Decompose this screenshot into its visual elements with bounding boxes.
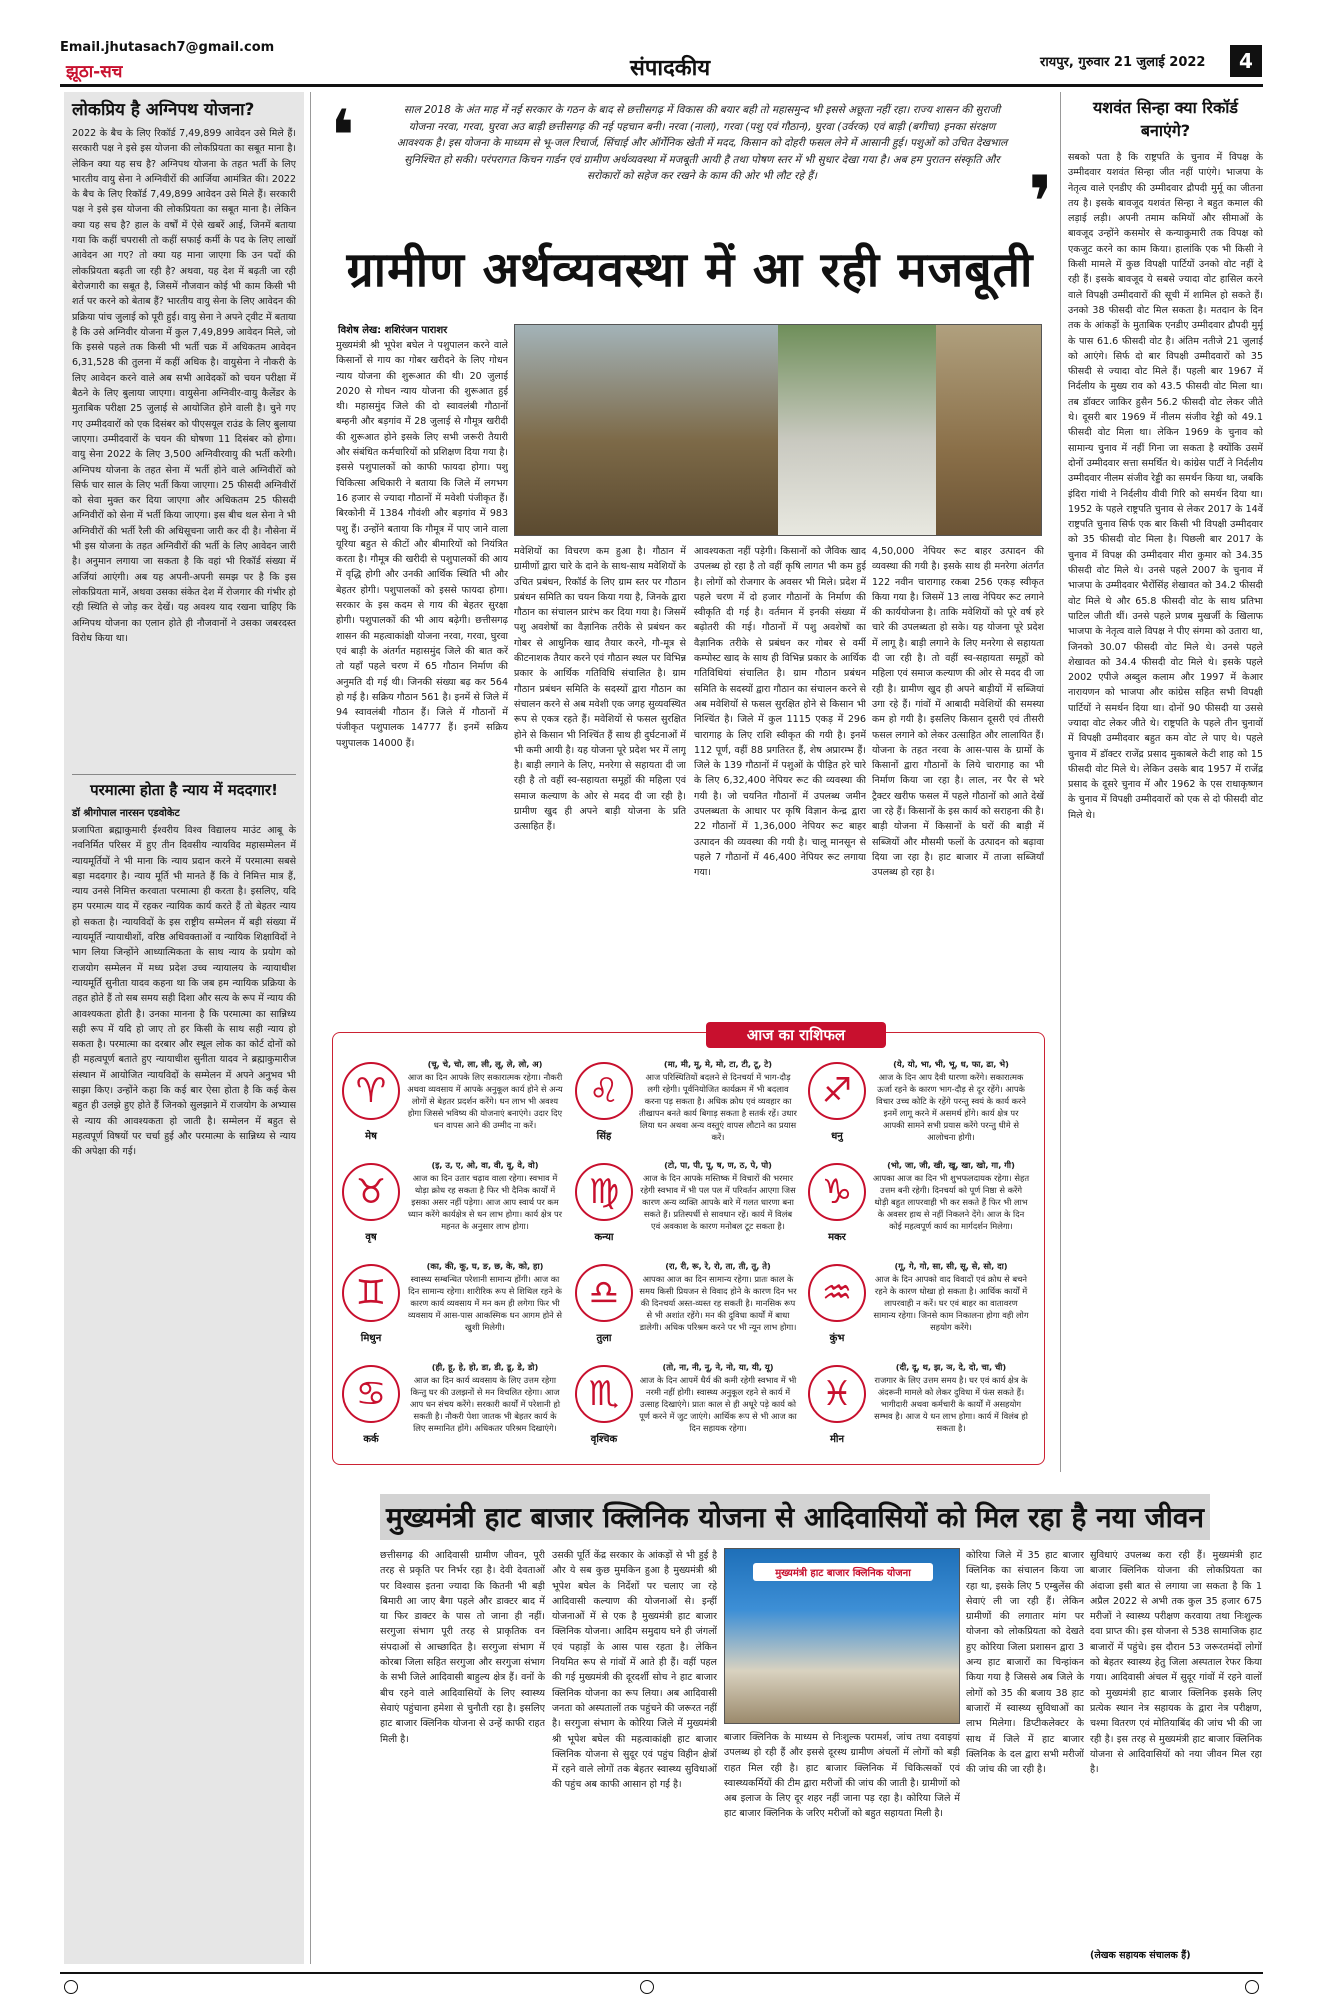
clinic-col2: उसकी पूर्ति केंद्र सरकार के आंकड़ों से भी हुई है और ये सब कुछ मुमकिन हुआ है मुख्यमंत्री श्री भूपेश बघेल के निर्देशों पर चलाए जा रहे आदिवासी कल्याण की योजनाओं से। इन्हीं योजनाओं में से एक है मुख्यमंत्री हाट बाजार क्लिनिक योजना। आदिम समुदाय घने ही जंगलों एवं पहाड़ों के आस पास रहता है। लेकिन नियमित रूप से गांवों में आते ही हैं। वहीं पहल की गई मुख्यमंत्री की दूरदर्शी सोच ने हाट बाजार क्लिनिक योजना का रूप लिया। अब आदिवासी जनता को अस्पतालों तक पहुंचने की जरूरत नहीं है। सरगुजा संभाग के कोरिया जिले में मुख्यमंत्री श्री भूपेश बघेल की महत्वाकांक्षी हाट बाजार क्लिनिक योजना से सुदूर एवं पहुंच विहीन क्षेत्रों में रहने वाले लोगों तक बेहतर स्वास्थ्य सुविधाओं की पहुंच अब काफी आसान हो गई है। xyxy=(552,1550,717,1791)
horoscope-sign xyxy=(806,1258,1033,1355)
zodiac-syllables: (दी, दू, थ, झ, ञ, दे, दो, चा, ची) xyxy=(895,1362,1007,1372)
fertilizer-bags-image xyxy=(778,325,936,535)
editorial-col4: 4,50,000 नेपियर रूट बाहर उत्पादन की व्यवस्था की गयी है। इसके साथ ही मनरेगा अंतर्गत 122 नवीन चारागाह रकबा 256 एकड़ स्वीकृत किया गया है। जिसमें 13 लाख नेपियर रूट लगाने की कार्ययोजना है। ताकि मवेशियों को पूरे वर्ष हरे चारे की उपलब्धता हो सके। यह योजना पूरे प्रदेश में लागू है। बाड़ी लगाने के लिए मनरेगा से सहायता दी जा रही है। तो वहीं स्व-सहायता समूहों को महिला एवं समाज कल्याण की ओर से मदद दी जा रही है। ग्रामीण खुद ही अपने बाड़ीयों में सब्जियां उगा रहे हैं। गांवों में आबादी मवेशियों की समस्या कम हो गयी है। इसलिए किसान दूसरी एवं तीसरी फसल लगाने को लेकर उत्साहित और लालायित हैं। योजना के तहत नरवा के आस-पास के ग्रामों के किसानों द्वारा गौठानों के लिये चारागाह का भी निर्माण किया जा रहा है। लाल, नर पैर से भरे ट्रैक्टर खरीफ फसल में पहले गौठानों को आते देखें जा रहे हैं। किसानों के इस कार्य को सराहना की है। बाड़ी योजना में किसानों के घरों की बाड़ी में सब्जियों और मौसमी फलों के उत्पादन को बढ़ावा दिया जा रहा है। हाट बाजार में ताजा सब्जियाँ उपलब्ध हो रहा है। xyxy=(872,546,1044,879)
email-address[interactable]: Email.jhutasach7@gmail.com xyxy=(60,40,275,55)
zodiac-prediction: आपका आज का दिन भी शुभफलदायक रहेगा। सेहत उत्तम बनी रहेगी। दिनचर्या को पूर्ण निष्ठा से करेंगे थोड़ी बहुत लापरवाही भी कर सकते हैं फिर भी लाभ के अवसर हाथ से नहीं निकलने देंगे। आज के दिन कोई महत्वपूर्ण कार्य का मार्गदर्शन मिलेगा। xyxy=(872,1173,1030,1231)
clinic-col4: कोरिया जिले में 35 हाट बाजार क्लिनिक का संचालन किया जा रहा था, इसके लिए 5 एम्बुलेंस की सेवाएं ली जा रही हैं। लेकिन ग्रामीणों की लगातार मांग पर योजना को लोकप्रियता को देखते हुए कोरिया जिला प्रशासन द्वारा 3 अन्य हाट बाजारों का चिन्हांकन किया गया है जिससे अब जिले के लोगों को 35 की बजाय 38 हाट बाजारों में स्वास्थ्य सुविधाओं का लाभ मिलेगा। डिप्टीकलेक्टर के साथ में जिले में हाट बाजार क्लिनिक के दल द्वारा सभी मरीजों की जांच की जा रही है। xyxy=(966,1550,1084,1776)
horoscope-sign xyxy=(340,1359,567,1456)
right-headline: यशवंत सिन्हा क्या रिकॉर्ड बनाएंगे? xyxy=(1093,98,1238,140)
top-rule xyxy=(60,84,1263,87)
zodiac-name: कन्या xyxy=(594,1232,614,1243)
clinic-photo xyxy=(724,1548,960,1724)
editorial-byline: विशेष लेख: शशिरंजन पाराशर xyxy=(338,325,448,336)
zodiac-icon: ♋ xyxy=(342,1365,400,1423)
column-rule-left xyxy=(310,92,311,1964)
horoscope-sign xyxy=(806,1157,1033,1254)
zodiac-icon: ♊ xyxy=(342,1264,400,1322)
zodiac-name: वृश्चिक xyxy=(590,1434,618,1445)
horoscope-sign xyxy=(806,1056,1033,1153)
editorial-photo xyxy=(514,324,1042,536)
zodiac-name: धनु xyxy=(831,1131,843,1142)
zodiac-prediction: आज के दिन आप दैवी धारणा करेंगे। सकारात्मक ऊर्जा रहने के कारण भाग-दौड़ से दूर रहेंगे। आपके विचार उच्च कोटि के रहेंगे परन्तु स्वयं के कार्य करने इनमें लागू करने में असमर्थ होंगे। कार्य क्षेत्र पर आपकी सामने सभी प्रयास करेंगे परन्तु धीमे से आलोचना होगी। xyxy=(875,1072,1027,1142)
zodiac-name: मीन xyxy=(829,1434,845,1445)
zodiac-prediction: आज परिस्थितियों बदलने से दिनचर्या में भाग-दौड़ लगी रहेगी। पूर्वनियोजित कार्यक्रम में भी बदलाव करना पड़ सकता है। अधिक क्रोध एवं व्यवहार का तीखापन बनते कार्य बिगाड़ सकता है सतर्क रहें। उधार लिया धन अथवा अन्य वस्तुएं वापस लौटाने का प्रयास करें। xyxy=(639,1072,797,1142)
main-headline: ग्रामीण अर्थव्यवस्था में आ रही मजबूती xyxy=(346,242,1034,298)
horoscope-grid xyxy=(340,1056,1040,1460)
zodiac-prediction: राजगार के लिए उत्तम समय है। घर एवं कार्य क्षेत्र के अंदरूनी मामले को लेकर दुविधा में फंस सकते हैं। भागीदारी अथवा कर्मचारी के कार्यों में असहयोग सम्भव है। आज ये धन लाभ होगा। कार्य में विलंब हो सकता है। xyxy=(874,1375,1028,1433)
zodiac-prediction: आज के दिन आपमें धैर्य की कमी रहेगी स्वभाव में भी नरमी नहीं होगी। स्वास्थ्य अनुकूल रहने से कार्य में उत्साह दिखाएंगे। प्रातः काल से ही अधूरे पड़े कार्य को पूर्ण करने में जुट जाएंगे। आर्थिक रूप से भी आज का दिन सहायक रहेगा। xyxy=(639,1375,797,1433)
zodiac-syllables: (तो, ना, नी, नू, ने, नो, या, यी, यू) xyxy=(662,1362,774,1372)
zodiac-prediction: आज के दिन आपके मस्तिष्क में विचारों की भरमार रहेगी स्वभाव में भी पल पल में परिवर्तन आएगा जिस कारण अन्य व्यक्ति आपके बारे में गलत धारणा बना सकते हैं। प्रतिस्पर्धी से सावधान रहें। कार्य में विलंब एवं अवकाश के कारण मनोबल टूट सकता है। xyxy=(640,1173,796,1231)
editorial-col2: मवेशियों का विचरण कम हुआ है। गौठान में ग्रामीणों द्वारा चारे के दाने के साथ-साथ मवेशियों के उचित प्रबंधन, रिकॉर्ड के लिए ग्राम स्तर पर गौठान प्रबंधन समिति का चयन किया गया है, जिनके द्वारा गौठान का संचालन प्रारंभ कर दिया गया है। जिसमें पशु अवशेषों का वैज्ञानिक तरीके से प्रबंधन कर गोबर से आधुनिक खाद तैयार करने, गौ-मूत्र से कीटनाशक तैयार करने एवं गौठान स्थल पर विभिन्न प्रकार के आर्थिक गतिविधि संचालित है। ग्राम गौठान प्रबंधन समिति के सदस्यों द्वारा गौठान का संचालन करने से अब मवेशी एक जगह सुव्यवस्थित रूप से एकत्र रहते हैं। मवेशियों से फसल सुरक्षित होने से किसान भी निश्चिंत हैं साथ ही दुर्घटनाओं में भी कमी आयी है। यह योजना पूरे प्रदेश भर में लागू है। बाड़ी लगाने के लिए, मनरेगा से सहायता दी जा रही है तो वहीं स्व-सहायता समूहों की महिला एवं समाज कल्याण के ओर से मदद दी जा रही है। ग्रामीण खुद ही अपने बाड़ी योजना के प्रति उत्साहित हैं। xyxy=(514,546,686,833)
clinic-credit: (लेखक सहायक संचालक हैं) xyxy=(1090,1950,1191,1961)
horoscope-sign xyxy=(340,1056,567,1153)
horoscope-title: आज का राशिफल xyxy=(706,1022,886,1048)
zodiac-name: कुंभ xyxy=(829,1333,845,1344)
zodiac-name: मकर xyxy=(828,1232,846,1243)
zodiac-prediction: आपका आज का दिन सामान्य रहेगा। प्रातः काल के समय किसी प्रियजन से विवाद होने के कारण दिन भर की दिनचर्या अस्त-व्यस्त रह सकती है। मानसिक रूप से भी अशांत रहेंगे। मन की दुविधा कार्यों में बाधा डालेगी। अधिक परिश्रम करने पर भी न्यून लाभ होगा। xyxy=(639,1274,797,1332)
zodiac-syllables: (टो, पा, पी, पू, ष, ण, ठ, पे, पो) xyxy=(664,1160,772,1170)
zodiac-syllables: (गू, गे, गो, सा, सी, सू, से, सो, दा) xyxy=(894,1261,1008,1271)
left-article-body: 2022 के बैच के लिए रिकॉर्ड 7,49,899 आवेदन उसे मिले हैं। सरकारी पक्ष ने इसे इस योजना की लोकप्रियता का सबूत माना है। लेकिन क्या यह सच है? अग्निपथ योजना के तहत भर्ती के लिए भारतीय वायु सेना ने अग्निवीरों की आर्जिया आमंत्रित की। 2022 के बैच के लिए रिकॉर्ड 7,49,899 आवेदन उसे मिले हैं। सरकारी पक्ष ने इसे इस योजना की लोकप्रियता का सबूत माना है। लेकिन क्या यह सच है? हाल के वर्षों में ऐसे खबरें आई, जिनमें बताया गया कि कहीं चपरासी तो कहीं सफाई कर्मी के पद के लिए लाखों आवेदन आ गए? तो क्या यह माना जाएगा कि उन पदों की लोकप्रियता बढ़ती जा रही है? अथवा, यह देश में बढ़ती जा रही बेरोजगारी का सबूत है, जिसमें नौजवान कोई भी काम किसी भी शर्त पर करने को बेताब हैं? भारतीय वायु सेना के लिए आवेदन की प्रक्रिया पांच जुलाई को पूरी हुई। वायु सेना ने अपने ट्वीट में बताया है कि उसे अग्निवीर योजना में कुल 7,49,899 आवेदन मिले, जो कि इससे पहले तक किसी भी भर्ती चक्र में अधिकतम आवेदन 6,31,528 की तुलना में कहीं अधिक है। वायुसेना ने नौकरी के लिए आवेदन करने वाले अब सभी आवेदकों को चयन परीक्षा में बैठने के लिए बुलाया जाएगा। वायुसेना अग्निवीर-वायु कैलेंडर के मुताबिक परीक्षा 25 जुलाई से आयोजित होने वाली है। चुने गए गए उम्मीदवारों को एक दिसंबर को पीएसयूल राउंड के लिए बुलाया जाएगा। उम्मीदवारों के चयन की घोषणा 11 दिसंबर को होगा। वायु सेना 2022 के लिए 3,500 अग्निवीरवायु की भर्ती करेगी। अग्निपथ योजना के तहत सेना में भर्ती होने वाले अग्निवीरों को सिर्फ चार साल के लिए भर्ती किया जाएगा। 25 फीसदी अग्निवीरों को सेवा मुक्त कर दिया जाएगा और अधिकतम 25 फीसदी अग्निवीरों को सेना में भर्ती किया जाएगा। इस बीच थल सेना ने भी अग्निवीरों की भर्ती रैली की अधिसूचना जारी कर दी है। नौसेना में भी इस योजना के तहत अग्निवीरों की भर्ती के लिए आवेदन जारी है। अनुमान लगाया जा सकता है कि वहां भी रिकॉर्ड संख्या में अर्जियां आएंगी। अब यह अपनी-अपनी समझ पर है कि इस लोकप्रियता मानें, अथवा उसका संकेत देश में रोजगार की गंभीर हो रही स्थिति से जोड़ कर देखें। यह अवश्य याद रखना चाहिए कि अग्निपथ योजना का एलान होते ही नौजवानों ने उसका जबरदस्त विरोध किया था। xyxy=(72,128,296,644)
section-title: संपादकीय xyxy=(600,50,740,86)
zodiac-prediction: आज का दिन आपके लिए सकारात्मक रहेगा। नौकरी अथवा व्यवसाय में आपके अनुकूल कार्य होने से अन्य लोगों से बेहतर प्रदर्शन करेंगे। धन लाभ भी अवश्य होगा जिससे भविष्य की योजनाएं बनाएंगे। उदार दिए धन वापस आने की उम्मीद ना करें। xyxy=(407,1072,563,1130)
zodiac-icon: ♈ xyxy=(342,1062,400,1120)
article2-body: प्रजापिता ब्रह्माकुमारी ईश्वरीय विश्व विद्यालय माउंट आबू के नवनिर्मित परिसर में हुए तीन दिवसीय न्यायविद महासम्मेलन में न्यायमूर्तियों ने भी माना कि न्याय प्रदान करने में परमात्मा सबसे बड़ा मददगार है। न्याय मूर्ति भी मानते हैं कि वे निमित्त मात्र हैं, न्याय उनसे निमित्त करवाता परमात्मा ही करता है। इसलिए, यदि हम परमात्म याद में रहकर न्यायिक कार्य करते हैं तो बेहतर न्याय हो सकता है। न्यायविदों के इस राष्ट्रीय सम्मेलन में बड़ी संख्या में न्यायमूर्ति न्यायाधीशों, वरिष्ठ अधिवक्ताओं व न्यायिक शिक्षाविदों ने भाग लिया जिन्होंने आध्यात्मिकता के साथ न्याय के प्रयोग को राजयोग सम्मेलन में मध्य प्रदेश उच्च न्यायालय के न्यायाधीश न्यायमूर्ति सुनीता यादव कहना था कि जब हम न्यायिक प्रक्रिया के तहत होते हैं तो सब समय सही दिशा और सत्य के रूप में न्याय की आवश्यकता होती है। उनका मानना है कि परमात्मा का सान्निध्य सही रूप में यदि हो जाए तो हर किसी के साथ सही न्याय हो सकता है। परमात्मा का दरबार और स्थूल लोक का कोर्ट दोनों को ही महत्वपूर्ण बताते हुए न्यायाधीश सुनीता यादव ने ब्रह्माकुमारीज संस्थान में आयोजित न्यायविदों के सम्मेलन में अपने अनुभव भी साझा किए। उन्होंने कहा कि कई बार ऐसा होता है कि कई केस बहुत ही उलझे हुए होते हैं जिनको सुलझाने में राजयोग के अभ्यास से न्याय की आवश्यकता हो जाती है। सम्मेलन में बहुत से महत्वपूर्ण विषयों पर चर्चा हुई और परमात्मा के सान्निध्य से न्याय की अपेक्षा की गई। xyxy=(72,825,296,1158)
clinic-headline: मुख्यमंत्री हाट बाजार क्लिनिक योजना से आदिवासियों को मिल रहा है नया जीवन xyxy=(380,1494,1210,1540)
right-article-body: सबको पता है कि राष्ट्रपति के चुनाव में विपक्ष के उम्मीदवार यशवंत सिन्हा जीत नहीं पाएंगे। भाजपा के नेतृत्व वाले एनडीए की उम्मीदवार द्रौपदी मुर्मू का जीतना तय है। इसके बावजूद यशवंत सिन्हा ने बहुत कमाल की लड़ाई लड़ी। अपनी तमाम कमियों और सीमाओं के बावजूद उन्होंने कसमोर से कन्याकुमारी तक विपक्ष को एकजुट करने का काम किया। हालांकि एक भी किसी ने किसी मामले में कुछ विपक्षी पार्टियों उनको वोट नहीं दे रही हैं। इसके बावजूद ये सबसे ज्यादा वोट हासिल करने वाले विपक्षी उम्मीदवारों की सूची में शामिल हो सकते हैं। उनको 38 फीसदी वोट मिल सकता है। मतदान के दिन तक के आंकड़ों के मुताबिक एनडीए उम्मीदवार द्रौपदी मुर्मू के पास 61.6 फीसदी वोट है। अंतिम नतीजे 21 जुलाई को आएंगे। सिर्फ दो बार विपक्षी उम्मीदवारों को 35 फीसदी से ज्यादा वोट मिले हैं। पहली बार 1967 में निर्दलीय के मुख्य राव को 43.5 फीसदी वोट मिला था। तब डॉक्टर जाकिर हुसैन 56.2 फीसदी वोट लेकर जीते थे। दूसरी बार 1969 में नीलम संजीव रेड्डी को 49.1 फीसदी वोट मिला था। लेकिन 1969 के चुनाव को सामान्य चुनाव में नहीं गिना जा सकता है क्योंकि उसमें दोनों उम्मीदवार सत्ता समर्थित थे। कांग्रेस पार्टी ने निर्दलीय उम्मीदवार नीलम संजीव रेड्डी का समर्थन किया था, जबकि इंदिरा गांधी ने निर्दलीय वीवी गिरि को समर्थन दिया था। 1952 के पहले राष्ट्रपति चुनाव से लेकर 2017 के 14वें राष्ट्रपति चुनाव सिर्फ एक बार किसी भी विपक्षी उम्मीदवार को 35 फीसदी वोट मिला है। पिछली बार 2017 के चुनाव में विपक्ष की उम्मीदवार मीरा कुमार को 34.35 फीसदी वोट मिले थे। उनसे पहले 2007 के चुनाव में भाजपा के उम्मीदवार भैरोंसिंह शेखावत को 34.2 फीसदी वोट मिले थे और 65.8 फीसदी वोट के साथ प्रतिभा पाटिल जीती थीं। उनसे पहले प्रणब मुखर्जी के खिलाफ भाजपा के नेतृत्व वाले विपक्ष ने पीए संगमा को उतारा था, जिनको 30.07 फीसदी वोट मिले थे। उनसे पहले शेखावत को 34.4 फीसदी वोट मिले थे। इसके पहले 2002 एपीजे अब्दुल कलाम और 1997 में केआर नारायणन को भाजपा और कांग्रेस सहित सभी विपक्षी पार्टियों ने समर्थन दिया था। दोनों 90 फीसदी या उससे ज्यादा वोट लेकर जीते थे। राष्ट्रपति के पहले तीन चुनावों में विपक्षी उम्मीदवार बहुत कम वोट ले पाए थे। पहले चुनाव में डॉक्टर राजेंद्र प्रसाद मुकाबले केटी शाह को 15 फीसदी वोट मिले थे। लेकिन उसके बाद 1957 में राजेंद्र प्रसाद के दूसरे चुनाव में और 1962 के एस राधाकृष्णन के चुनाव में विपक्षी उम्मीदवारों को एक से दो फीसदी वोट मिले थे। xyxy=(1068,152,1263,821)
zodiac-icon: ♐ xyxy=(808,1062,866,1120)
clinic-col3: बाजार क्लिनिक के माध्यम से निःशुल्क परामर्श, जांच तथा दवाइयां उपलब्ध हो रही हैं और इससे दूरस्थ ग्रामीण अंचलों में लोगों को बड़ी राहत मिल रही है। हाट बाजार क्लिनिक में चिकित्सकों एवं स्वास्थ्यकर्मियों की टीम द्वारा मरीजों की जांच की जाती है। ग्रामीणों को अब इलाज के लिए दूर शहर नहीं जाना पड़ रहा है। कोरिया जिले में हाट बाजार क्लिनिक के जरिए मरीजों को बहुत सहायता मिली है। xyxy=(724,1732,960,1820)
zodiac-syllables: (इ, उ, ए, ओ, वा, वी, वू, वे, वो) xyxy=(431,1160,539,1170)
left-column xyxy=(64,92,304,1964)
article2-byline: डॉ श्रीगोपाल नारसन एडवोकेट xyxy=(72,808,180,819)
zodiac-icon: ♓ xyxy=(808,1365,866,1423)
zodiac-name: वृष xyxy=(365,1232,377,1243)
dateline: रायपुर, गुरुवार 21 जुलाई 2022 xyxy=(1040,55,1206,70)
zodiac-syllables: (ही, हू, हे, हो, डा, डी, डू, डे, डो) xyxy=(431,1362,539,1372)
zodiac-syllables: (रा, री, रू, रे, रो, ता, ती, तू, ते) xyxy=(665,1261,771,1271)
zodiac-prediction: आज का दिन कार्य व्यवसाय के लिए उत्तम रहेगा किन्तु घर की उलझनों से मन विचलित रहेगा। आज आप धन संचय करेंगे। सरकारी कार्यों में परेशानी हो सकती है। नौकरी पेशा जातक भी बेहतर कार्य के लिए सम्मानित होंगे। अधिकतर परिश्रम दिखाएंगे। xyxy=(410,1375,560,1433)
zodiac-name: मिथुन xyxy=(360,1333,382,1344)
zodiac-name: मेष xyxy=(365,1131,377,1142)
article2-headline: परमात्मा होता है न्याय में मददगार! xyxy=(90,781,278,799)
horoscope-sign xyxy=(573,1359,800,1456)
registration-mark-icon xyxy=(1245,1980,1259,1994)
editorial-intro: साल 2018 के अंत माह में नई सरकार के गठन के बाद से छत्तीसगढ़ में विकास की बयार बही तो महासमुन्द भी इससे अछूता नहीं रहा। राज्य शासन की सुराजी योजना नरवा, गरवा, घुरवा अउ बाड़ी छत्तीसगढ़ की नई पहचान बनी। नरवा (नाला), गरवा (पशु एवं गौठान), घुरवा (उर्वरक) एवं बाड़ी (बगीचा) इनका संरक्षण आवश्यक है। इस योजना के माध्यम से भू-जल रिचार्ज, सिंचाई और ऑर्गेनिक खेती में मदद, किसान को दोहरी फसल लेने में आसानी हुई। पशुओं को उचित देखभाल सुनिश्चित हो सकी। परंपरागत किचन गार्डन एवं ग्रामीण अर्थव्यवस्था में मजबूती आयी है तथा पोषण स्तर में भी सुधार देखा गया है। अब हम पुरातन संस्कृति और सरोकारों को सहेज कर रखने के काम की ओर भी लौट रहे हैं। xyxy=(396,104,1008,182)
page-number: 4 xyxy=(1230,45,1262,77)
zodiac-name: कर्क xyxy=(363,1434,379,1445)
zodiac-syllables: (ये, यो, भा, भी, भू, ध, फा, ढा, भे) xyxy=(893,1059,1009,1069)
zodiac-prediction: आज का दिन उतार चढ़ाव वाला रहेगा। स्वभाव में थोड़ा क्रोध रह सकता है फिर भी दैनिक कार्यों में इसका असर नहीं पड़ेगा। आज आप स्वार्थ पर कम ध्यान करेंगे कार्यक्षेत्र से धन लाभ होगा। कार्य क्षेत्र पर महनत के अनुसार लाभ होगा। xyxy=(407,1173,563,1231)
zodiac-syllables: (का, की, कू, घ, ङ, छ, के, को, हा) xyxy=(426,1261,544,1271)
zodiac-syllables: (भो, जा, जी, खी, खू, खा, खो, गा, गी) xyxy=(887,1160,1015,1170)
zodiac-prediction: आज के दिन आपको वाद विवादों एवं क्रोध से बचने रहने के कारण धोखा हो सकता है। आर्थिक कार्यों में लापरवाही न करें। घर एवं बाहर का वातावरण सामान्य रहेगा। जिनसे काम निकालना होगा वही लोग सहयोग करेंगे। xyxy=(873,1274,1029,1332)
zodiac-icon: ♌ xyxy=(575,1062,633,1120)
zodiac-icon: ♎ xyxy=(575,1264,633,1322)
zodiac-icon: ♒ xyxy=(808,1264,866,1322)
registration-mark-icon xyxy=(64,1980,78,1994)
close-quote-icon: ❜ xyxy=(1028,160,1053,244)
horoscope-sign xyxy=(573,1258,800,1355)
clinic-van-sign: मुख्यमंत्री हाट बाजार क्लिनिक योजना xyxy=(753,1563,933,1581)
zodiac-syllables: (मा, मी, मू, मे, मो, टा, टी, टू, टे) xyxy=(663,1059,773,1069)
zodiac-name: तुला xyxy=(596,1333,612,1344)
zodiac-icon: ♍ xyxy=(575,1163,633,1221)
right-column xyxy=(1068,96,1263,1466)
editorial-col1: मुख्यमंत्री श्री भूपेश बघेल ने पशुपालन करने वाले किसानों से गाय का गोबर खरीदने के लिए गोधन न्याय योजना की शुरूआत की थी। 20 जुलाई 2020 से गोधन न्याय योजना की शुरूआत हुई थी। महासमुंद जिले की दो स्वावलंबी गौठानों बम्हनी और बड़गांव में 28 जुलाई से गौमूत्र खरीदी की शुरूआत होने इसके लिए सभी जरूरी तैयारी और संबंधित कर्मचारियों को प्रशिक्षण दिया गया है। इससे पशुपालकों को काफी फायदा होगा। पशु चिकित्सा अधिकारी ने बताया कि जिले में लगभग 16 हजार से ज्यादा गौठानों में मवेशी पंजीकृत हैं। बिरकोनी में 1384 गौवंशी और बड़गांव में 983 पशु हैं। उन्होंने बताया कि गौमूत्र में पाए जाने वाला यूरिया बहुत से कीटों और बीमारियों को नियंत्रित करता है। गौमूत्र की खरीदी से पशुपालकों की आय में वृद्धि होगी और उनकी आर्थिक स्थिति भी और बेहतर होगी। पशुपालकों को इससे फायदा होगा। सरकार के इस कदम से गाय की बेहतर सुरक्षा होगी। पशुपालकों की भी आय बढ़ेगी। छत्तीसगढ़ शासन की महत्वाकांक्षी योजना नरवा, गरवा, घुरवा एवं बाड़ी के अंतर्गत महासमुंद जिले की बात करें तो यहाँ पहले चरण में 65 गौठान निर्माण की अनुमति दी गई थी। जिनकी संख्या बढ़ कर 564 हो गई है। सक्रिय गौठान 561 है। इनमें से जिले में 94 स्वावलंबी गौठान हैं। जिले में गौठानों में पंजीकृत पशुपालक 14777 हैं। इनमें सक्रिय पशुपालक 14000 हैं। xyxy=(336,340,508,749)
zodiac-icon: ♉ xyxy=(342,1163,400,1221)
zodiac-prediction: स्वास्थ्य सम्बन्धित परेशानी सामान्य होंगी। आज का दिन सामान्य रहेगा। शारीरिक रूप से शिथिल रहने के कारण कार्य व्यवसाय में मन कम ही लगेगा फिर भी व्यवसाय में आस-पास आकस्मिक धन आगम होने से खुशी मिलेगी। xyxy=(408,1274,562,1332)
horoscope-sign xyxy=(573,1056,800,1153)
zodiac-icon: ♑ xyxy=(808,1163,866,1221)
registration-mark-icon xyxy=(640,1980,654,1994)
editorial-col3: आवश्यकता नहीं पड़ेगी। किसानों को जैविक खाद उपलब्ध हो रहा है तो वहीं कृषि लागत भी कम हुई है। लोगों को रोजगार के अवसर भी मिले। प्रदेश में पहले चरण में दो हजार गौठानों के निर्माण की स्वीकृति दी गई है। वर्तमान में इनकी संख्या में बढ़ोतरी की गई। गौठानों में पशु अवशेषों का वैज्ञानिक तरीके से प्रबंधन कर गोबर से वर्मी कम्पोस्ट खाद के साथ ही विभिन्न प्रकार के आर्थिक गतिविधियां संचालित है। ग्राम गौठान प्रबंधन समिति के सदस्यों द्वारा गौठान का संचालन करने से अब मवेशियों से फसल सुरक्षित होने से किसान भी निश्चिंत है। जिले में कुल 1115 एकड़ में 296 चारागाह के लिए राशि स्वीकृत की गयी है। इनमें 112 पूर्ण, वहीं 88 प्रगतिरत हैं, शेष अप्रारम्भ हैं। जिले के 139 गौठानों में पशुओं के पीड़ित हरे चारे के लिए 6,32,400 नेपियर रूट की व्यवस्था की गयी है। जो चयनित गौठानों में उपलब्ध जमीन उपलब्धता के आधार पर कृषि विज्ञान केन्द्र द्वारा 22 गौठानों में 1,36,000 नेपियर रूट बाहर उत्पादन की व्यवस्था की गयी है। चालू मानसून से पहले 7 गौठानों में 46,400 नेपियर रूट लगाया गया। xyxy=(694,546,866,879)
horoscope-sign xyxy=(806,1359,1033,1456)
horoscope-sign xyxy=(340,1157,567,1254)
women-farmers-image xyxy=(515,325,778,535)
left-headline: लोकप्रिय है अग्निपथ योजना? xyxy=(72,100,255,120)
newspaper-logo: झूठा-सच xyxy=(60,57,220,83)
column-rule-right xyxy=(1060,92,1061,1472)
open-quote-icon: ❛ xyxy=(330,94,355,178)
field-workers-image xyxy=(936,325,1041,535)
zodiac-icon: ♏ xyxy=(575,1365,633,1423)
bottom-rule xyxy=(60,1972,1263,1974)
zodiac-name: सिंह xyxy=(596,1131,612,1142)
horoscope-sign xyxy=(340,1258,567,1355)
clinic-col5: सुविधाएं उपलब्ध करा रही हैं। मुख्यमंत्री हाट बाजार क्लिनिक योजना की लोकप्रियता का अंदाजा इसी बात से लगाया जा सकता है कि 1 अप्रैल 2022 से अभी तक कुल 35 हजार 675 मरीजों ने स्वास्थ्य परीक्षण करवाया तथा निःशुल्क दवा प्राप्त की। इस योजना से 538 सामाजिक हाट बाजारों में पहुंचे। इस दौरान 53 जरूरतमंदों लोगों को बेहतर स्वास्थ्य हेतु जिला अस्पताल रेफर किया गया। आदिवासी अंचल में सुदूर गांवों में रहने वालों को मुख्यमंत्री हाट बाजार क्लिनिक इसके लिए प्रत्येक स्थान नेत्र सहायक के द्वारा नेत्र परीक्षण, चश्मा वितरण एवं मोतियाबिंद की जांच भी की जा रही है। इस तरह से मुख्यमंत्री हाट बाजार क्लिनिक योजना से आदिवासियों को नया जीवन मिल रहा है। xyxy=(1090,1550,1262,1776)
clinic-col1: छत्तीसगढ़ की आदिवासी ग्रामीण जीवन, पूरी तरह से प्रकृति पर निर्भर रहा है। देवी देवताओं पर विश्वास इतना ज्यादा कि कितनी भी बड़ी बिमारी आ जाए बैगा पहले और डाक्टर बाद में या फिर डाक्टर के पास तो जाना ही नहीं। सरगुजा संभाग पूरी तरह से प्राकृतिक वन संपदाओं से आच्छादित है। सरगुजा संभाग में कोरबा जिला सहित सरगुजा और सरगुजा संभाग के सभी जिले आदिवासी बाहुल्य क्षेत्र हैं। वनों के बीच रहने वाले आदिवासियों के लिए स्वास्थ्य सेवाएं पहुंचाना हमेशा से चुनौती रहा है। इसलिए हाट बाजार क्लिनिक योजना से उन्हें काफी राहत मिली है। xyxy=(380,1550,545,1745)
horoscope-sign xyxy=(573,1157,800,1254)
zodiac-syllables: (चू, चे, चो, ला, ली, लू, ले, लो, अ) xyxy=(427,1059,543,1069)
